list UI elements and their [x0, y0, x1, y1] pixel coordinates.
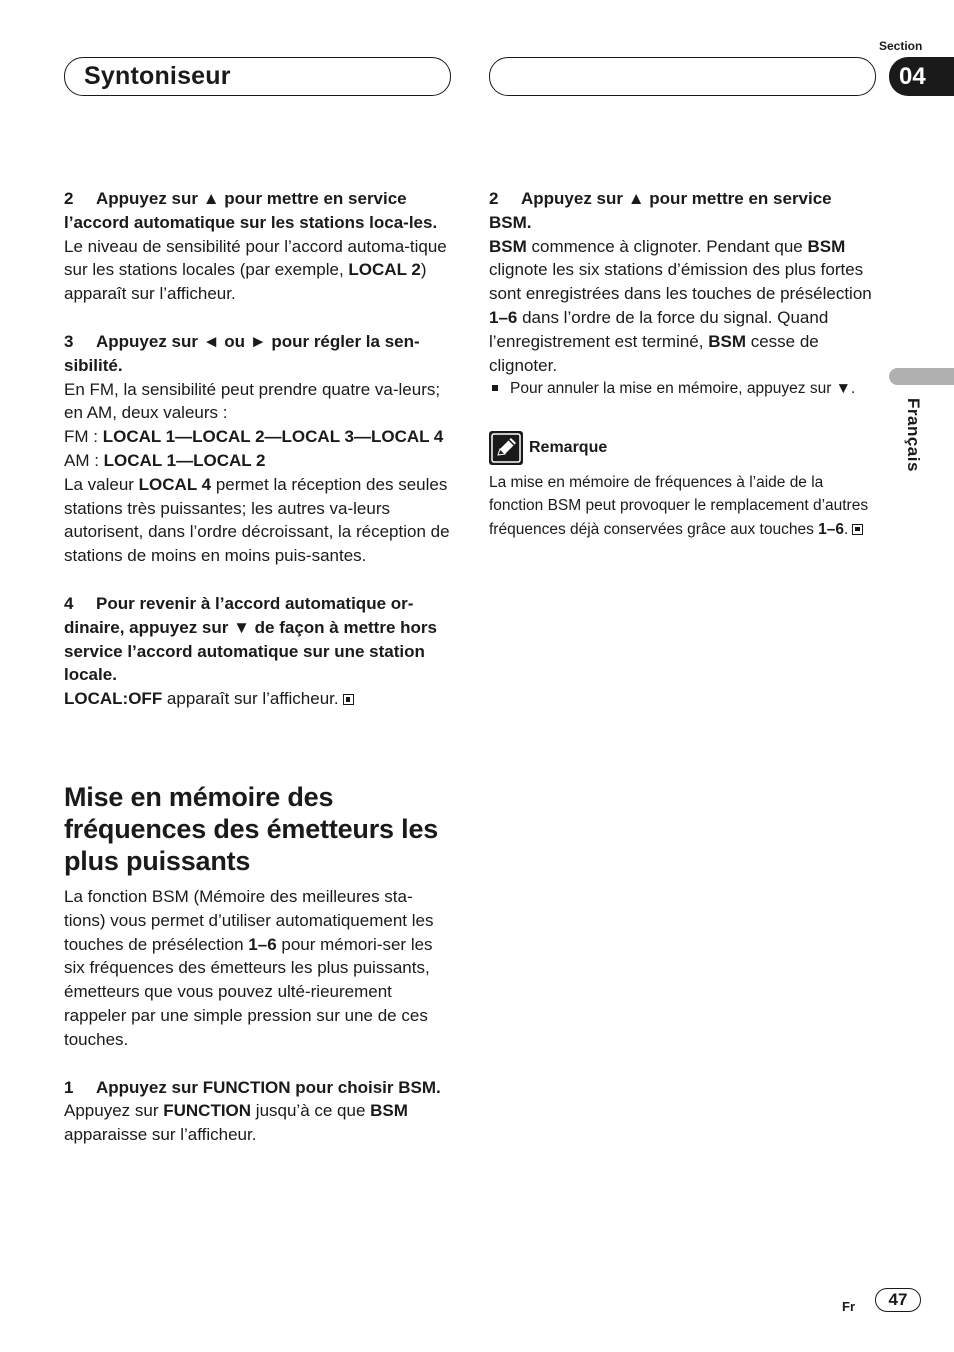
- bold-run: 1–6: [818, 520, 845, 538]
- text-run: permet la réception des seules stations très puissantes; les autres va-leurs autorisent, dans l’ordre décroissant, la réception de stations de moins en moins puis-santes.: [64, 474, 450, 566]
- step-title: Appuyez sur FUNCTION pour choisir BSM.: [96, 1077, 441, 1097]
- text-run: clignote les six stations d’émission des plus fortes sont enregistrées dans les touches de présélection: [489, 260, 872, 304]
- language-tab-label: Français: [904, 398, 923, 472]
- page-number: 47: [875, 1288, 921, 1312]
- section-intro: [64, 885, 452, 1052]
- left-column: [64, 187, 452, 1147]
- header-frame-right: [489, 57, 876, 96]
- section-label: Section: [879, 39, 923, 53]
- step-heading: [489, 187, 877, 235]
- text-run: commence à clignoter. Pendant que: [526, 236, 808, 256]
- language-tab-marker: [889, 368, 954, 385]
- step-body: En FM, la sensibilité peut prendre quatre va-leurs; en AM, deux valeurs :: [64, 379, 441, 423]
- bold-run: BSM: [370, 1101, 408, 1121]
- step-title: Appuyez sur ▲ pour mettre en service BSM.: [489, 189, 832, 232]
- text-run: La fonction BSM (Mémoire des meilleures sta-tions) vous permet d’utiliser automatiquement les touches de présélection: [64, 886, 434, 954]
- end-mark-icon: [852, 524, 863, 535]
- step-number: 3: [64, 331, 74, 351]
- bullet-text: Pour annuler la mise en mémoire, appuyez sur ▼.: [510, 380, 856, 398]
- text-run: Appuyez sur: [64, 1101, 164, 1121]
- note-body: [489, 471, 877, 542]
- text-run: pour mémori-ser les six fréquences des émetteurs les plus puissants, émetteurs que vous pouvez ulté-rieurement rappeler par une simple pression sur une de ces touches.: [64, 934, 433, 1049]
- text-run: jusqu’à ce que: [251, 1101, 371, 1121]
- page-language: Fr: [842, 1299, 855, 1314]
- bold-run: FUNCTION: [163, 1101, 252, 1121]
- text-run: AM :: [64, 450, 104, 470]
- step-body: [64, 687, 452, 711]
- step-title: Pour revenir à l’accord automatique or-dinaire, appuyez sur ▼ de façon à mettre hors service l’accord automatique sur une station locale.: [64, 593, 437, 685]
- step-number: 2: [489, 189, 499, 208]
- section-heading: Mise en mémoire des fréquences des émetteurs les plus puissants: [64, 781, 439, 876]
- step-body: [489, 235, 877, 378]
- text-run: dans l’ordre de la force du signal. Quand l’enregistrement est terminé,: [489, 307, 829, 351]
- step-number: 2: [64, 189, 74, 208]
- bold-run: LOCAL 4: [138, 474, 212, 494]
- text-run: La mise en mémoire de fréquences à l’aide de la fonction BSM peut provoquer le remplacement d’autres fréquences déjà conservées grâce aux touches: [489, 473, 869, 538]
- fm-values: [64, 425, 452, 449]
- bullet-square-icon: [492, 385, 498, 391]
- bold-run: LOCAL:OFF: [64, 689, 163, 709]
- text-run: ) apparaît sur l’afficheur.: [64, 260, 427, 304]
- note-pencil-icon: [489, 431, 523, 465]
- bold-run: 1–6: [248, 934, 277, 954]
- text-run: apparaît sur l’afficheur.: [162, 689, 339, 709]
- bold-run: BSM: [807, 236, 846, 256]
- bold-run: LOCAL 2: [348, 260, 421, 280]
- note-header: [489, 431, 877, 465]
- chapter-title: Syntoniseur: [84, 62, 231, 90]
- step-heading: [64, 330, 452, 378]
- bullet-item: [489, 377, 877, 401]
- right-column: [489, 187, 877, 541]
- step-title: Appuyez sur ◄ ou ► pour régler la sen-sibilité.: [64, 331, 420, 375]
- bold-run: LOCAL 1—LOCAL 2—LOCAL 3—LOCAL 4: [102, 427, 444, 447]
- step-body: [64, 473, 452, 568]
- text-run: La valeur: [64, 474, 139, 494]
- text-run: FM :: [64, 427, 103, 447]
- text-run: cesse de clignoter.: [489, 331, 819, 375]
- end-mark-icon: [343, 694, 354, 705]
- note-title: Remarque: [529, 438, 608, 456]
- bold-run: 1–6: [489, 307, 518, 327]
- step-number: 1: [64, 1077, 74, 1097]
- bold-run: BSM: [489, 236, 527, 256]
- step-body: [64, 235, 452, 306]
- text-run: apparaisse sur l’afficheur.: [64, 1125, 257, 1145]
- step-number: 4: [64, 593, 74, 613]
- am-values: [64, 449, 452, 473]
- step-heading: [64, 187, 452, 235]
- text-run: .: [844, 520, 849, 538]
- bold-run: LOCAL 1—LOCAL 2: [103, 450, 266, 470]
- step-title: Appuyez sur ▲ pour mettre en service l’accord automatique sur les stations loca-les.: [64, 189, 438, 232]
- text-run: Le niveau de sensibilité pour l’accord automa-tique sur les stations locales (par exemple,: [64, 236, 447, 280]
- section-number-badge: 04: [889, 57, 954, 96]
- step-heading: [64, 592, 452, 687]
- bold-run: BSM: [708, 331, 746, 351]
- step-body: [64, 1099, 452, 1147]
- step-heading: [64, 1076, 452, 1100]
